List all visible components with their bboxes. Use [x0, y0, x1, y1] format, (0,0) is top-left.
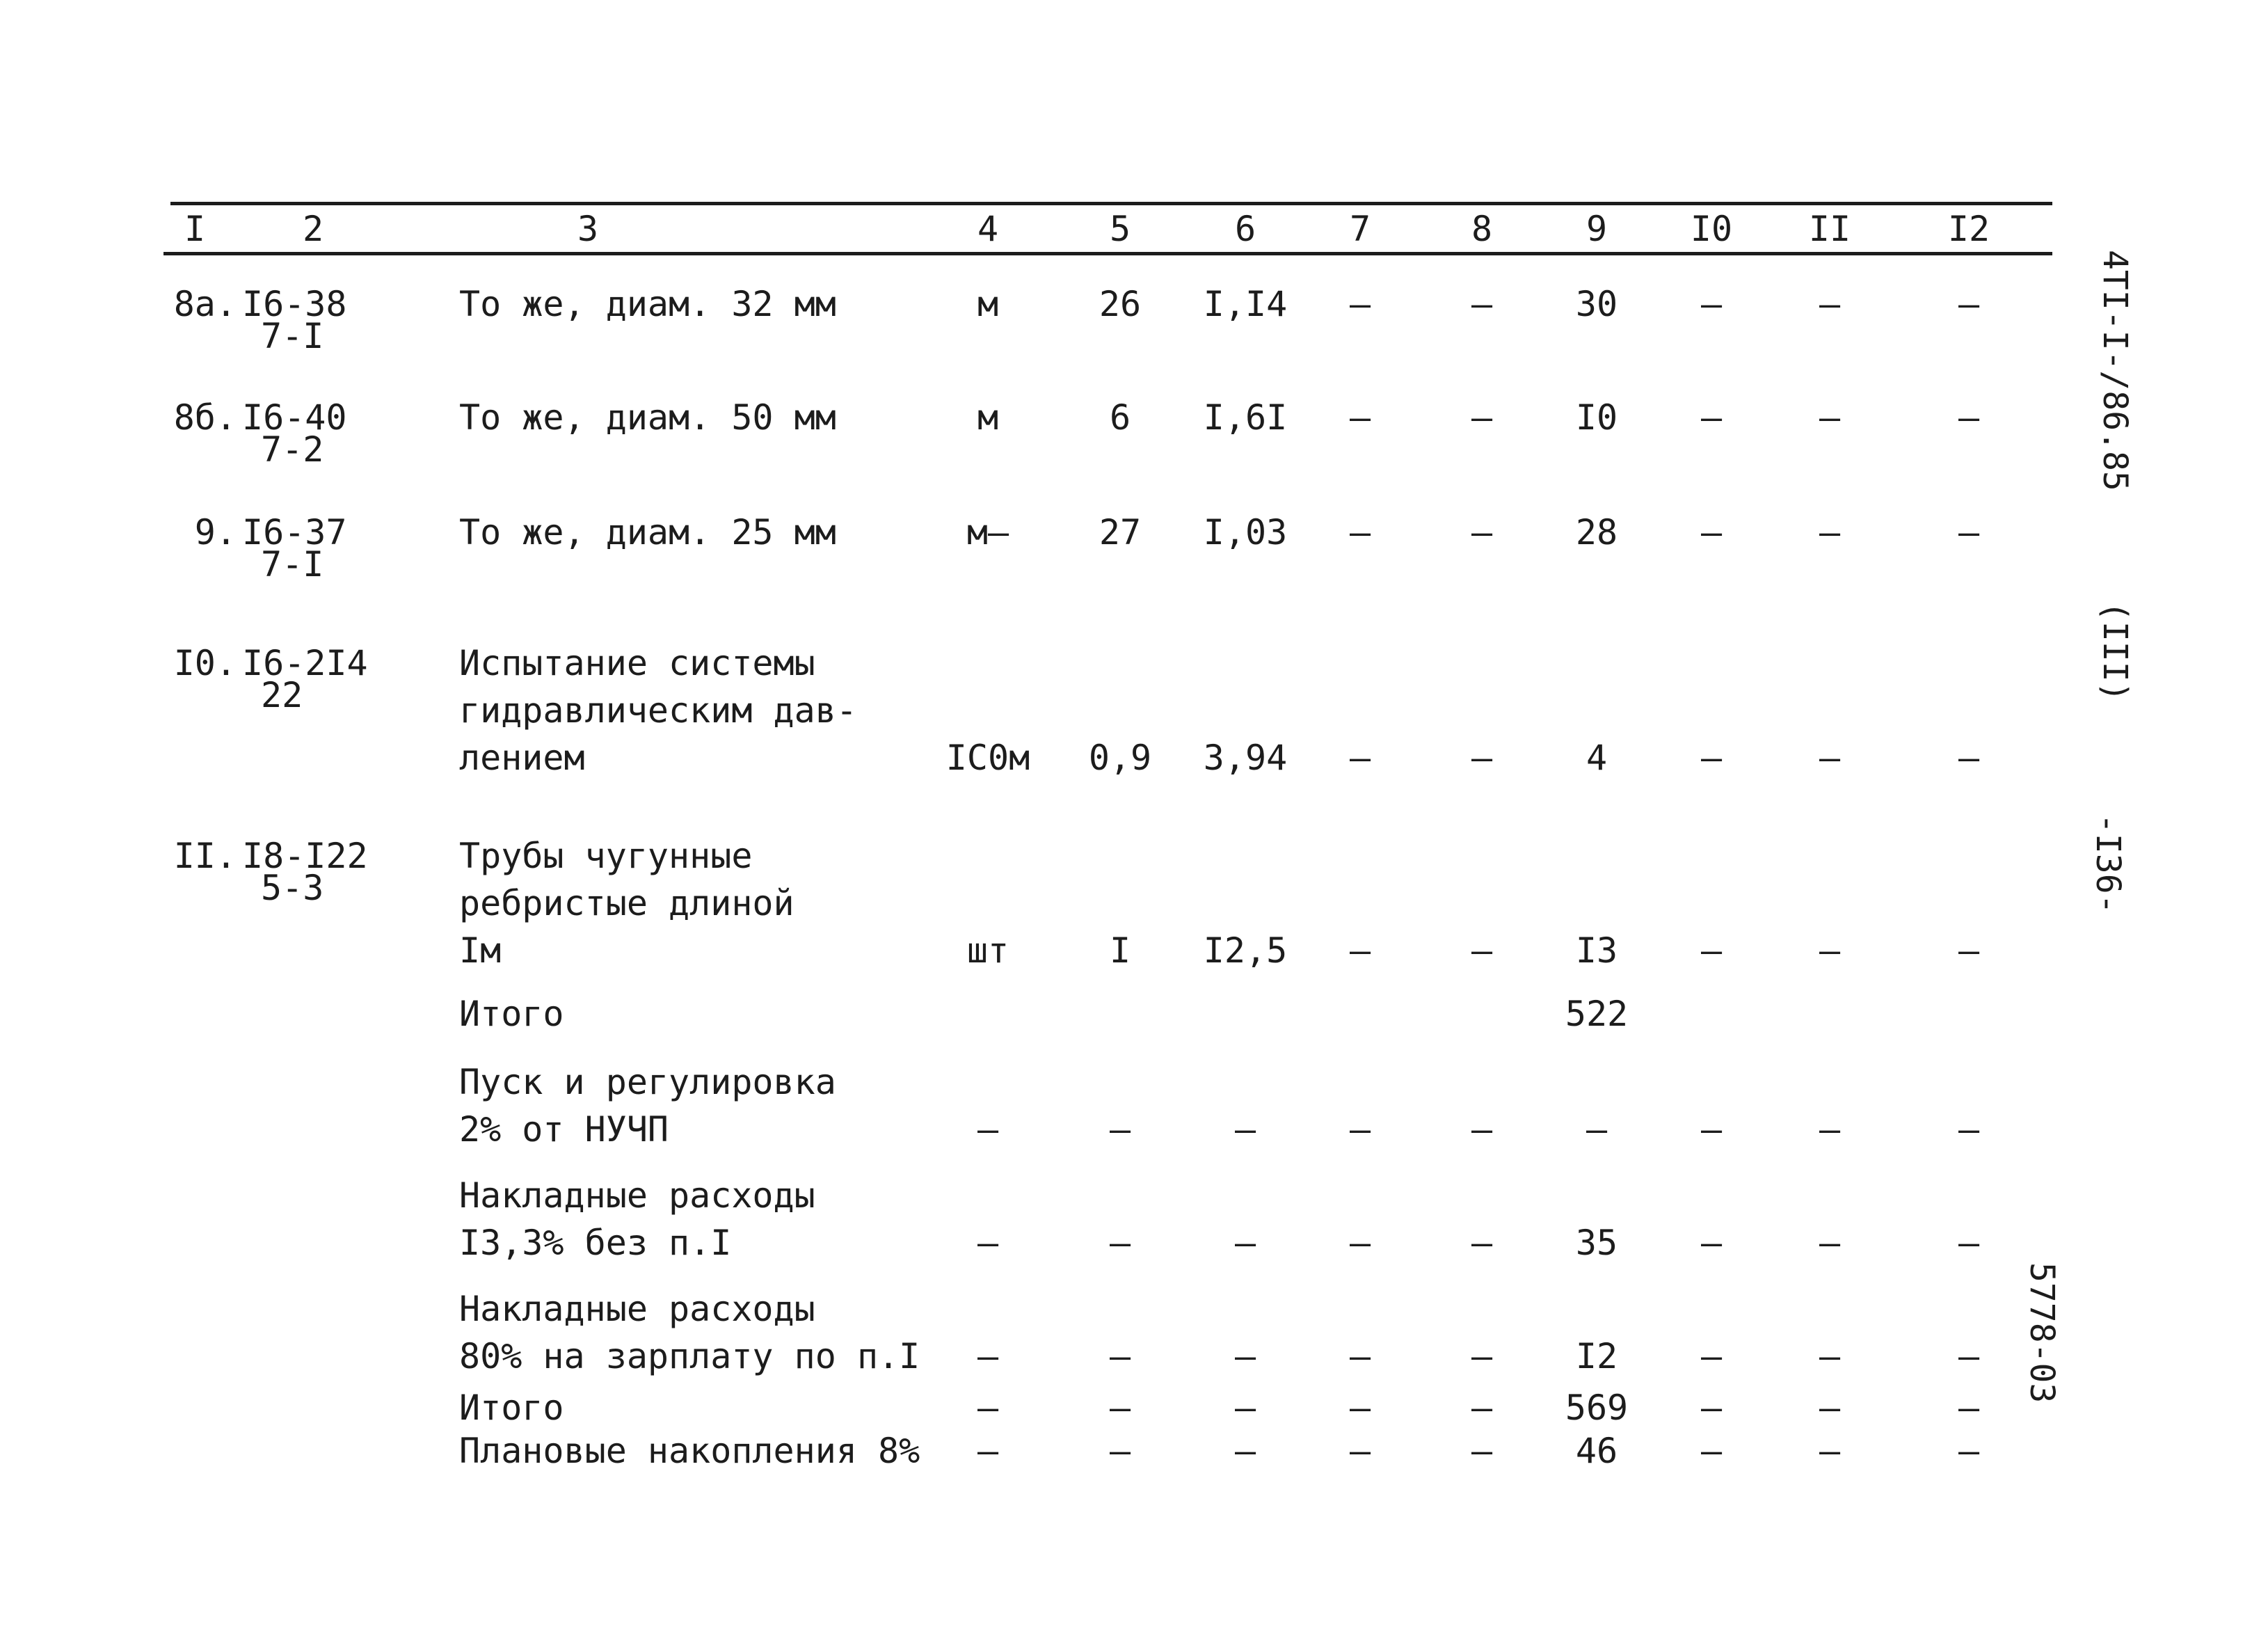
cell-col-8: –: [1471, 284, 1493, 324]
column-header-7: 7: [1349, 209, 1371, 249]
cell-col-9: 4: [1586, 738, 1608, 778]
norm-code: I6-40: [242, 397, 347, 438]
cell-col-10: –: [1700, 1109, 1723, 1150]
cell-col-9: 35: [1575, 1223, 1618, 1263]
cell-col-4: м: [977, 397, 999, 438]
order-number: 5778-03: [2022, 1262, 2061, 1404]
cell-col-7: –: [1349, 1431, 1371, 1471]
cell-col-6: –: [1234, 1223, 1256, 1263]
column-header-10: I0: [1690, 209, 1733, 249]
cell-col-12: –: [1958, 1388, 1980, 1428]
cell-col-4: шт: [966, 930, 1009, 971]
cell-col-6: I,03: [1203, 512, 1288, 553]
summary-label-line: Накладные расходы: [459, 1175, 815, 1216]
cell-col-9: I0: [1575, 397, 1618, 438]
summary-label-line: Накладные расходы: [459, 1289, 815, 1329]
norm-code: I6-2I4: [242, 643, 368, 683]
cell-col-7: –: [1349, 284, 1371, 324]
summary-label-line: 2% от НУЧП: [459, 1109, 669, 1150]
row-number: 8б.: [173, 397, 237, 438]
cell-col-5: 0,9: [1088, 738, 1152, 778]
item-description-line: лением: [459, 738, 585, 778]
cell-col-4: –: [977, 1388, 999, 1428]
cell-col-10: –: [1700, 284, 1723, 324]
column-header-6: 6: [1234, 209, 1256, 249]
cell-col-8: –: [1471, 1336, 1493, 1376]
column-header-12: I2: [1947, 209, 1990, 249]
item-description-line: Iм: [459, 930, 502, 971]
norm-code: I6-38: [242, 284, 347, 324]
cell-col-10: –: [1700, 1431, 1723, 1471]
cell-col-8: –: [1471, 930, 1493, 971]
cell-col-7: –: [1349, 1109, 1371, 1150]
cell-col-9: 30: [1575, 284, 1618, 324]
summary-label-line: Пуск и регулировка: [459, 1062, 836, 1102]
cell-col-4: м: [977, 284, 999, 324]
item-description-line: Трубы чугунные: [459, 836, 753, 876]
column-header-5: 5: [1109, 209, 1131, 249]
row-number: I0.: [173, 643, 237, 683]
norm-subcode: 22: [261, 675, 303, 715]
summary-label-line: I3,3% без п.I: [459, 1223, 732, 1263]
cell-col-7: –: [1349, 512, 1371, 553]
document-code: 4ТI-I-/86.85: [2095, 250, 2134, 491]
cell-col-11: –: [1819, 1223, 1841, 1263]
cell-col-12: –: [1958, 512, 1980, 553]
row-number: 9.: [194, 512, 237, 553]
cell-col-9: I3: [1575, 930, 1618, 971]
cell-col-4: м–: [966, 512, 1009, 553]
column-header-3: 3: [577, 209, 599, 249]
item-description-line: Испытание системы: [459, 643, 815, 683]
cell-col-8: –: [1471, 1109, 1493, 1150]
column-header-11: II: [1808, 209, 1851, 249]
item-description-line: То же, диам. 25 мм: [459, 512, 836, 553]
item-description-line: ребристые длиной: [459, 883, 794, 923]
cell-col-6: –: [1234, 1336, 1256, 1376]
cell-col-5: –: [1109, 1223, 1131, 1263]
cell-col-10: –: [1700, 1223, 1723, 1263]
cell-col-7: –: [1349, 1388, 1371, 1428]
cell-col-9: 28: [1575, 512, 1618, 553]
cell-col-6: –: [1234, 1109, 1256, 1150]
cell-col-10: –: [1700, 397, 1723, 438]
norm-code: I8-I22: [242, 836, 368, 876]
cell-col-4: IC0м: [945, 738, 1030, 778]
cell-col-11: –: [1819, 1388, 1841, 1428]
item-description-line: То же, диам. 50 мм: [459, 397, 836, 438]
cell-col-10: –: [1700, 512, 1723, 553]
cell-col-5: 26: [1099, 284, 1142, 324]
cell-col-8: –: [1471, 738, 1493, 778]
summary-label-line: 80% на зарплату по п.I: [459, 1336, 920, 1376]
cell-col-5: –: [1109, 1109, 1131, 1150]
cell-col-9: 46: [1575, 1431, 1618, 1471]
column-header-8: 8: [1471, 209, 1493, 249]
cell-col-11: –: [1819, 512, 1841, 553]
cell-col-8: –: [1471, 512, 1493, 553]
norm-subcode: 5-3: [261, 868, 324, 908]
cell-col-4: –: [977, 1336, 999, 1376]
item-description-line: То же, диам. 32 мм: [459, 284, 836, 324]
cell-col-11: –: [1819, 1431, 1841, 1471]
row-number: II.: [173, 836, 237, 876]
column-header-4: 4: [977, 209, 999, 249]
cell-col-5: 27: [1099, 512, 1142, 553]
cell-col-10: –: [1700, 738, 1723, 778]
cell-col-6: I,I4: [1203, 284, 1288, 324]
column-header-2: 2: [302, 209, 324, 249]
cell-col-12: –: [1958, 738, 1980, 778]
summary-label-line: Плановые накопления 8%: [459, 1431, 920, 1471]
norm-subcode: 7-I: [261, 544, 324, 585]
summary-label-line: Итого: [459, 1388, 564, 1428]
summary-label-line: Итого: [459, 994, 564, 1034]
cell-col-8: –: [1471, 1223, 1493, 1263]
cell-col-10: –: [1700, 1388, 1723, 1428]
header-top-rule: [170, 202, 2052, 205]
cell-col-9: –: [1586, 1109, 1608, 1150]
cell-col-7: –: [1349, 1223, 1371, 1263]
cell-col-12: –: [1958, 1109, 1980, 1150]
row-number: 8а.: [173, 284, 237, 324]
cell-col-11: –: [1819, 1109, 1841, 1150]
cell-col-11: –: [1819, 1336, 1841, 1376]
cell-col-6: –: [1234, 1388, 1256, 1428]
header-bottom-rule: [163, 252, 2052, 255]
cell-col-12: –: [1958, 930, 1980, 971]
cell-col-4: –: [977, 1109, 999, 1150]
norm-subcode: 7-2: [261, 429, 324, 470]
cell-col-4: –: [977, 1431, 999, 1471]
cell-col-9: 522: [1565, 994, 1629, 1034]
cell-col-4: –: [977, 1223, 999, 1263]
cell-col-11: –: [1819, 397, 1841, 438]
cell-col-9: 569: [1565, 1388, 1629, 1428]
cell-col-12: –: [1958, 1223, 1980, 1263]
cell-col-7: –: [1349, 930, 1371, 971]
cell-col-5: –: [1109, 1336, 1131, 1376]
cell-col-5: –: [1109, 1388, 1131, 1428]
cell-col-11: –: [1819, 284, 1841, 324]
cell-col-5: –: [1109, 1431, 1131, 1471]
page-number: -I36-: [2089, 813, 2127, 914]
cell-col-6: 3,94: [1203, 738, 1288, 778]
cell-col-12: –: [1958, 397, 1980, 438]
cell-col-8: –: [1471, 1431, 1493, 1471]
cell-col-6: I,6I: [1203, 397, 1288, 438]
album-mark: (III): [2095, 601, 2134, 702]
column-header-1: I: [184, 209, 206, 249]
cell-col-5: 6: [1109, 397, 1131, 438]
cell-col-5: I: [1109, 930, 1131, 971]
norm-code: I6-37: [242, 512, 347, 553]
cell-col-7: –: [1349, 397, 1371, 438]
cell-col-10: –: [1700, 1336, 1723, 1376]
cell-col-11: –: [1819, 738, 1841, 778]
cell-col-8: –: [1471, 397, 1493, 438]
cell-col-6: –: [1234, 1431, 1256, 1471]
cell-col-9: I2: [1575, 1336, 1618, 1376]
column-header-9: 9: [1586, 209, 1608, 249]
cell-col-12: –: [1958, 1431, 1980, 1471]
norm-subcode: 7-I: [261, 316, 324, 356]
cell-col-7: –: [1349, 1336, 1371, 1376]
item-description-line: гидравлическим дав-: [459, 690, 857, 731]
cell-col-12: –: [1958, 284, 1980, 324]
cell-col-6: I2,5: [1203, 930, 1288, 971]
cell-col-7: –: [1349, 738, 1371, 778]
cell-col-11: –: [1819, 930, 1841, 971]
cell-col-8: –: [1471, 1388, 1493, 1428]
cell-col-10: –: [1700, 930, 1723, 971]
cell-col-12: –: [1958, 1336, 1980, 1376]
